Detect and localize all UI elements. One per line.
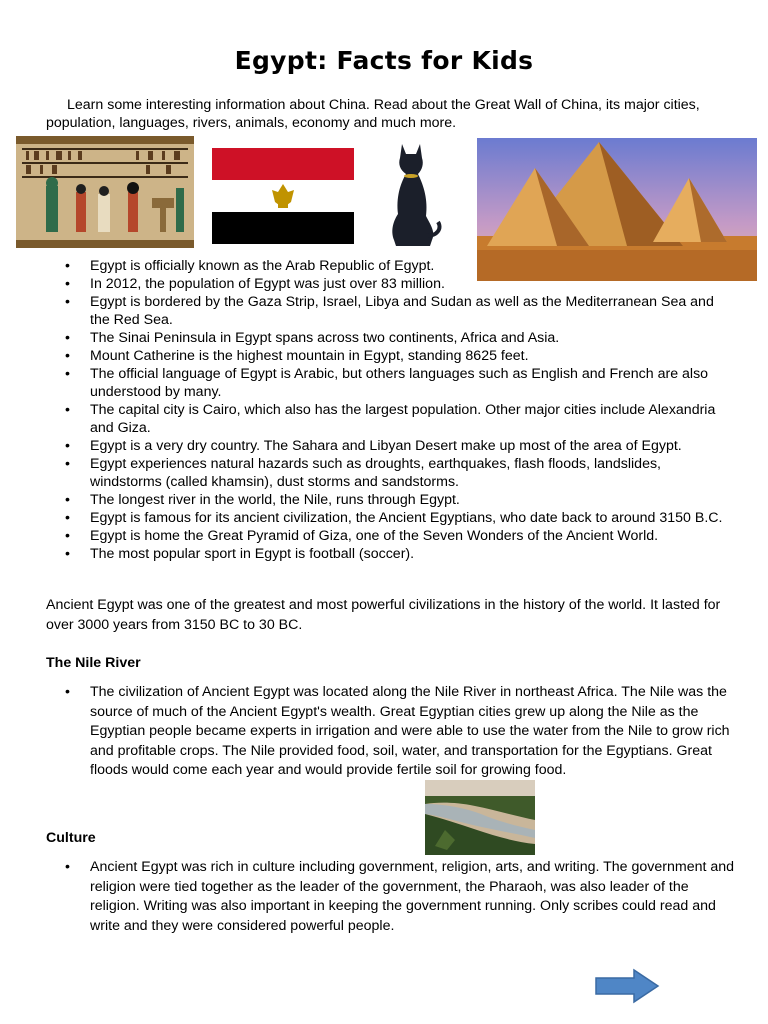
page-title: Egypt: Facts for Kids xyxy=(234,46,534,75)
nile-river-image xyxy=(425,780,535,855)
list-item: • The official language of Egypt is Arabic, but others languages such as English and French are also understood by many. xyxy=(46,365,736,401)
list-item: • Egypt is bordered by the Gaza Strip, Israel, Libya and Sudan as well as the Mediterranean Sea and the Red Sea. xyxy=(46,293,736,329)
list-item: • The civilization of Ancient Egypt was located along the Nile River in northeast Africa. The Nile was the source of much of the Ancient Egypt's wealth. Great Egyptian cities grew up along the Nile as the Egyptian people became experts in irrigation and were able to use the water from the Nile to grow rich and profitable crops. The Nile provided food, soil, water, and transportation for the Egyptians. Great floods would come each year and would provide fertile soil for growing food. xyxy=(46,683,736,781)
list-item: • Egypt experiences natural hazards such as droughts, earthquakes, flash floods, landslides, windstorms (called khamsin), dust storms and sandstorms. xyxy=(46,455,736,491)
list-item: • Egypt is officially known as the Arab Republic of Egypt. xyxy=(46,257,736,275)
ancient-egypt-paragraph: Ancient Egypt was one of the greatest and most powerful civilizations in the history of the world. It lasted for over 3000 years from 3150 BC to 30 BC. xyxy=(46,597,721,633)
culture-list xyxy=(46,858,736,936)
list-item: • Ancient Egypt was rich in culture including government, religion, arts, and writing. The government and religion were tied together as the leader of the government, the Pharaoh, was also leader of the religion. Writing was also important in keeping the government running. Only scribes could read and write and they were considered powerful people. xyxy=(46,858,736,936)
bastet-cat-statue-image xyxy=(380,140,446,250)
list-item: • The longest river in the world, the Nile, runs through Egypt. xyxy=(46,491,736,509)
facts-list xyxy=(46,257,736,563)
list-item: • Mount Catherine is the highest mountain in Egypt, standing 8625 feet. xyxy=(46,347,736,365)
list-item: • The Sinai Peninsula in Egypt spans across two continents, Africa and Asia. xyxy=(46,329,736,347)
nile-heading: The Nile River xyxy=(46,655,141,671)
egyptian-papyrus-image xyxy=(16,136,194,248)
next-arrow-icon[interactable] xyxy=(594,968,660,1004)
intro-paragraph: Learn some interesting information about China. Read about the Great Wall of China, its major cities, population, languages, rivers, animals, economy and much more. xyxy=(46,97,700,131)
list-item: • The most popular sport in Egypt is football (soccer). xyxy=(46,545,736,563)
egypt-flag-image xyxy=(212,148,354,244)
culture-heading: Culture xyxy=(46,830,96,846)
list-item: • Egypt is a very dry country. The Sahara and Libyan Desert make up most of the area of Egypt. xyxy=(46,437,736,455)
nile-list xyxy=(46,683,736,781)
list-item: • In 2012, the population of Egypt was just over 83 million. xyxy=(46,275,736,293)
list-item: • The capital city is Cairo, which also has the largest population. Other major cities include Alexandria and Giza. xyxy=(46,401,736,437)
list-item: • Egypt is famous for its ancient civilization, the Ancient Egyptians, who date back to around 3150 B.C. xyxy=(46,509,736,527)
list-item: • Egypt is home the Great Pyramid of Giza, one of the Seven Wonders of the Ancient World. xyxy=(46,527,736,545)
